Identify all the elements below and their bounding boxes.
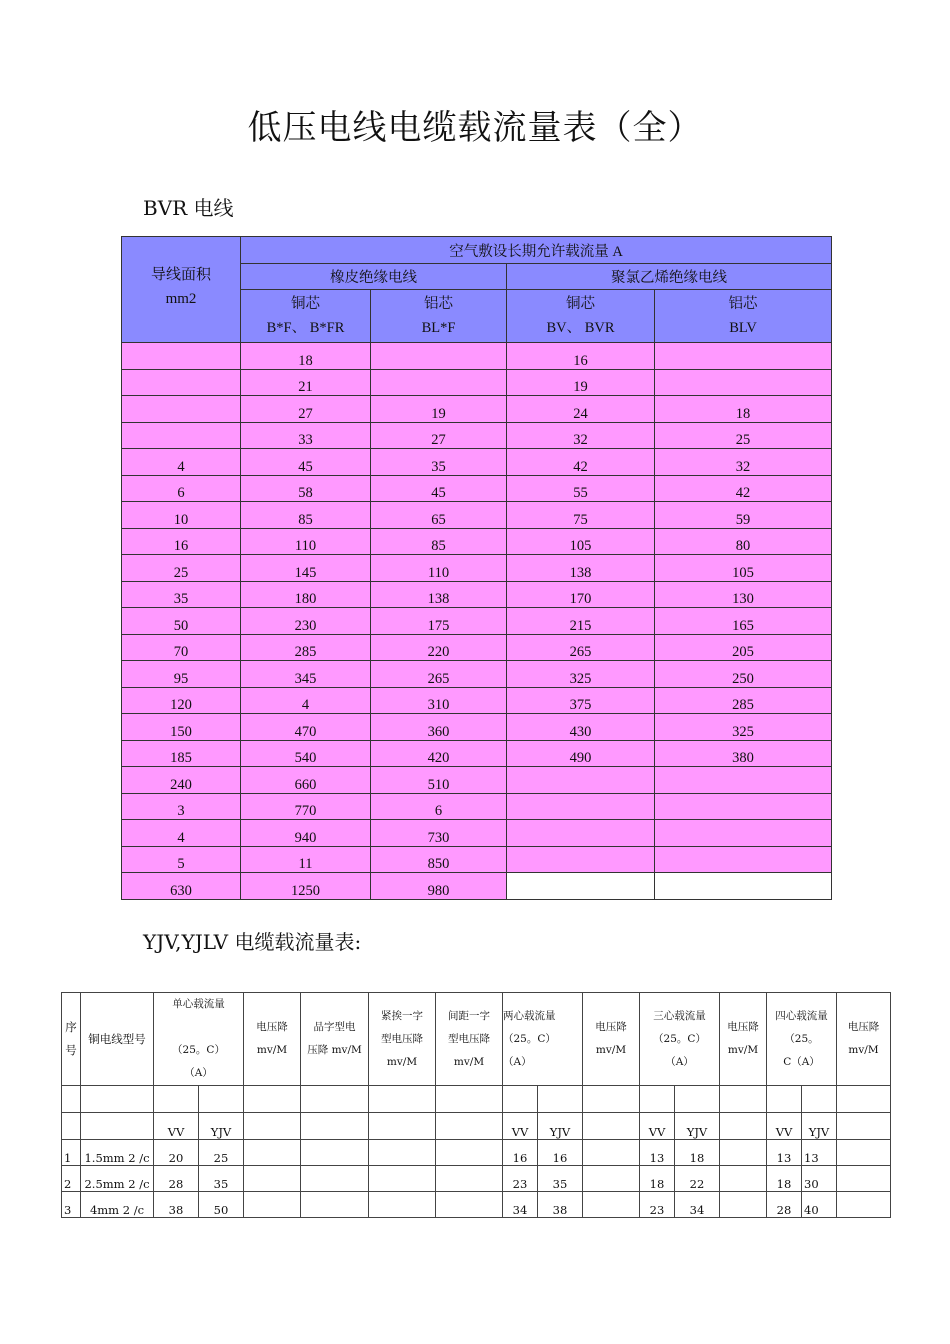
cell-seq: 3 [62,1192,81,1218]
cell-empty [720,1166,767,1192]
cell-area: 35 [122,581,241,608]
header-aluminum-rubber [371,290,507,343]
table-row [122,873,832,900]
cell-copper-pvc [507,767,655,794]
header-pin-b: 压降 mv/M [307,1044,362,1056]
cell-empty [720,1192,767,1218]
header-aluminum-pvc-type: BLV [729,320,757,336]
cell-copper-rubber: 33 [241,422,371,449]
cell-area: 240 [122,767,241,794]
header-vd4-a: 电压降 [847,1021,880,1033]
table-row [62,1166,891,1192]
cell-aluminum-rubber: 85 [371,528,507,555]
cell-copper-rubber: 770 [241,793,371,820]
cell-copper-rubber: 345 [241,661,371,688]
table-row [122,687,832,714]
header-voltage-drop-1 [244,993,301,1086]
header-pvc-insulated: 聚氯乙烯绝缘电线 [507,264,832,290]
cell-empty [369,1140,436,1166]
cell-copper-pvc [507,793,655,820]
cell-aluminum-rubber: 138 [371,581,507,608]
cell-aluminum-pvc: 42 [655,475,832,502]
cell-copper-rubber: 1250 [241,873,371,900]
cell-th-yjv: 18 [675,1140,720,1166]
cell-area: 120 [122,687,241,714]
cell-aluminum-rubber: 6 [371,793,507,820]
header-two-core [503,993,583,1086]
table-row [122,608,832,635]
header-single-a: 单心载流量 [172,998,225,1010]
cell-copper-rubber: 470 [241,714,371,741]
cell-aluminum-rubber: 65 [371,502,507,529]
header-vd3-b: mv/M [727,1044,759,1056]
header-three-core [640,993,720,1086]
header-copper-rubber-label: 铜芯 [291,296,320,312]
header-close-c: mv/M [386,1055,418,1068]
cell-area [122,343,241,370]
cell-th-yjv: 22 [675,1166,720,1192]
cell-s-vv: 28 [154,1166,199,1192]
table-row [62,1140,891,1166]
header-trefoil-drop [301,993,369,1086]
cell-aluminum-pvc: 130 [655,581,832,608]
cell-aluminum-rubber: 110 [371,555,507,582]
header-model: 铜电线型号 [81,993,154,1086]
cell-empty [720,1140,767,1166]
table-row [122,740,832,767]
header-air-laying-ampacity: 空气敷设长期允许载流量 A [241,237,832,264]
header-two-b: （25。C） [503,1032,556,1045]
header-two-c: （A） [503,1055,532,1068]
cell-copper-pvc: 42 [507,449,655,476]
header-copper-pvc-label: 铜芯 [566,296,595,312]
table-row [122,343,832,370]
header-seq-b: 号 [65,1043,77,1057]
table-row [62,1192,891,1218]
table-row [122,714,832,741]
cell-th-vv: 13 [640,1140,675,1166]
blank-row [62,1086,891,1113]
cell-aluminum-pvc: 25 [655,422,832,449]
cell-empty [369,1166,436,1192]
header-close-b: 型电压降 [381,1032,423,1045]
header-conductor-area [122,237,241,343]
cell-t-vv: 16 [503,1140,538,1166]
header-four-core [767,993,837,1086]
header-copper-pvc-type: BV、 BVR [546,320,615,336]
cell-copper-pvc: 170 [507,581,655,608]
cell-aluminum-rubber [371,343,507,370]
cell-s-vv: 38 [154,1192,199,1218]
cell-copper-pvc: 325 [507,661,655,688]
table-row [122,581,832,608]
cell-t-yjv: 35 [538,1166,583,1192]
cell-aluminum-rubber: 850 [371,846,507,873]
cell-aluminum-pvc: 205 [655,634,832,661]
header-rubber-insulated: 橡皮绝缘电线 [241,264,507,290]
header-vd2-b: mv/M [595,1044,627,1056]
document-title: 低压电线电缆载流量表（全） [247,108,703,148]
cell-empty [837,1140,891,1166]
cell-aluminum-rubber: 310 [371,687,507,714]
cell-empty [244,1192,301,1218]
table-row [122,528,832,555]
cell-copper-pvc [507,846,655,873]
header-vd2-a: 电压降 [595,1021,627,1033]
sub-two-yjv: YJV [538,1113,583,1140]
cell-aluminum-pvc: 165 [655,608,832,635]
cell-aluminum-pvc [655,343,832,370]
table-row [122,396,832,423]
cell-aluminum-pvc [655,820,832,847]
cell-empty [436,1192,503,1218]
cell-copper-pvc: 16 [507,343,655,370]
header-three-b: （25。C） [653,1032,706,1045]
cell-f-yjv: 40 [802,1192,837,1218]
header-voltage-drop-4 [837,993,891,1086]
header-voltage-drop-3 [720,993,767,1086]
cell-aluminum-rubber: 420 [371,740,507,767]
cell-aluminum-pvc: 325 [655,714,832,741]
header-seq-a: 序 [65,1020,77,1034]
cell-f-vv: 18 [767,1166,802,1192]
cell-copper-pvc: 138 [507,555,655,582]
cell-empty [436,1140,503,1166]
cell-copper-rubber: 85 [241,502,371,529]
cell-aluminum-pvc: 105 [655,555,832,582]
sub-single-vv: VV [154,1113,199,1140]
header-vd1-b: mv/M [256,1044,288,1056]
cell-copper-pvc [507,820,655,847]
cell-empty [301,1140,369,1166]
header-two-a: 两心载流量 [503,1009,556,1022]
sub-three-yjv: YJV [675,1113,720,1140]
cell-aluminum-rubber: 220 [371,634,507,661]
cell-aluminum-pvc: 285 [655,687,832,714]
yjv-table-body [62,1140,891,1218]
table-row [122,820,832,847]
yjv-section-heading: YJV,YJLV 电缆载流量表: [143,930,362,954]
cell-aluminum-rubber: 19 [371,396,507,423]
header-vd4-b: mv/M [848,1044,879,1056]
header-aluminum-pvc-label: 铝芯 [728,296,758,312]
cell-model: 1.5mm 2 /c [81,1140,154,1166]
cell-aluminum-pvc: 18 [655,396,832,423]
sub-four-vv: VV [767,1113,802,1140]
cell-aluminum-rubber: 45 [371,475,507,502]
cell-area: 10 [122,502,241,529]
cell-copper-rubber: 27 [241,396,371,423]
sub-four-yjv: YJV [802,1113,837,1140]
yjv-ampacity-table [61,992,891,1218]
cell-th-vv: 18 [640,1166,675,1192]
cell-area: 5 [122,846,241,873]
sub-single-yjv: YJV [199,1113,244,1140]
cell-aluminum-rubber: 510 [371,767,507,794]
cell-area [122,396,241,423]
cell-aluminum-rubber: 730 [371,820,507,847]
cell-area: 630 [122,873,241,900]
cell-aluminum-rubber: 360 [371,714,507,741]
header-four-a: 四心载流量 [775,1009,828,1022]
cell-copper-pvc: 32 [507,422,655,449]
header-gap-b: 型电压降 [448,1032,490,1045]
header-three-c: （A） [665,1055,694,1068]
cell-t-vv: 34 [503,1192,538,1218]
cell-aluminum-rubber: 980 [371,873,507,900]
header-three-a: 三心载流量 [653,1009,706,1022]
subheader-row [62,1113,891,1140]
header-vd1-a: 电压降 [256,1021,288,1033]
cell-s-vv: 20 [154,1140,199,1166]
cell-aluminum-pvc: 380 [655,740,832,767]
header-aluminum-pvc [655,290,832,343]
cell-th-yjv: 34 [675,1192,720,1218]
header-gap-a: 间距一字 [448,1009,490,1022]
cell-f-yjv: 30 [802,1166,837,1192]
cell-aluminum-pvc: 250 [655,661,832,688]
header-single-b: （25。C） [172,1044,225,1056]
cell-empty [244,1166,301,1192]
table-row [122,502,832,529]
table-row [122,475,832,502]
header-conductor-area-unit: mm2 [165,291,197,307]
cell-empty [583,1192,640,1218]
header-four-c: C（A） [783,1055,820,1068]
cell-empty [436,1166,503,1192]
cell-area: 95 [122,661,241,688]
cell-copper-rubber: 660 [241,767,371,794]
header-voltage-drop-2 [583,993,640,1086]
cell-aluminum-pvc [655,873,832,900]
cell-copper-pvc: 24 [507,396,655,423]
header-single-core [154,993,244,1086]
cell-empty [301,1166,369,1192]
cell-area: 185 [122,740,241,767]
cell-area: 70 [122,634,241,661]
cell-aluminum-rubber: 175 [371,608,507,635]
sub-three-vv: VV [640,1113,675,1140]
cell-f-yjv: 13 [802,1140,837,1166]
cell-empty [301,1192,369,1218]
cell-empty [583,1140,640,1166]
cell-t-yjv: 38 [538,1192,583,1218]
cell-copper-rubber: 45 [241,449,371,476]
cell-aluminum-rubber: 265 [371,661,507,688]
cell-copper-pvc: 265 [507,634,655,661]
cell-area: 150 [122,714,241,741]
cell-copper-rubber: 230 [241,608,371,635]
cell-empty [244,1140,301,1166]
cell-copper-rubber: 145 [241,555,371,582]
table-row [122,767,832,794]
cell-copper-rubber: 110 [241,528,371,555]
cell-t-yjv: 16 [538,1140,583,1166]
cell-copper-pvc: 55 [507,475,655,502]
cell-copper-pvc: 490 [507,740,655,767]
cell-t-vv: 23 [503,1166,538,1192]
cell-copper-pvc: 105 [507,528,655,555]
cell-area: 25 [122,555,241,582]
cell-aluminum-rubber: 27 [371,422,507,449]
table-row [122,422,832,449]
cell-copper-rubber: 285 [241,634,371,661]
bvr-section-heading: BVR 电线 [143,196,234,220]
cell-aluminum-rubber [371,369,507,396]
cell-aluminum-pvc: 80 [655,528,832,555]
cell-empty [837,1192,891,1218]
cell-s-yjv: 50 [199,1192,244,1218]
header-flat-touching-drop [369,993,436,1086]
cell-seq: 2 [62,1166,81,1192]
table-row [122,661,832,688]
cell-area: 50 [122,608,241,635]
cell-aluminum-pvc [655,793,832,820]
cell-copper-rubber: 58 [241,475,371,502]
header-conductor-area-label: 导线面积 [150,267,211,283]
table-row [122,846,832,873]
bvr-table-body [122,343,832,900]
cell-copper-rubber: 11 [241,846,371,873]
cell-copper-rubber: 540 [241,740,371,767]
cell-area: 16 [122,528,241,555]
table-row [122,634,832,661]
header-gap-c: mv/M [453,1055,485,1068]
cell-copper-pvc: 75 [507,502,655,529]
table-row [122,555,832,582]
table-row [122,793,832,820]
cell-aluminum-pvc [655,767,832,794]
cell-f-vv: 13 [767,1140,802,1166]
cell-copper-pvc: 375 [507,687,655,714]
cell-empty [583,1166,640,1192]
cell-aluminum-pvc: 59 [655,502,832,529]
bvr-ampacity-table [121,236,832,900]
cell-seq: 1 [62,1140,81,1166]
cell-empty [369,1192,436,1218]
cell-area: 3 [122,793,241,820]
cell-copper-pvc [507,873,655,900]
cell-copper-pvc: 19 [507,369,655,396]
sub-two-vv: VV [503,1113,538,1140]
cell-area: 4 [122,820,241,847]
cell-empty [837,1166,891,1192]
table-row [122,449,832,476]
cell-area [122,422,241,449]
header-seq [62,993,81,1086]
table-row [122,369,832,396]
header-close-a: 紧挨一字 [381,1009,423,1022]
cell-copper-rubber: 940 [241,820,371,847]
cell-s-yjv: 35 [199,1166,244,1192]
cell-model: 2.5mm 2 /c [81,1166,154,1192]
cell-area: 4 [122,449,241,476]
cell-area [122,369,241,396]
cell-copper-rubber: 21 [241,369,371,396]
cell-f-vv: 28 [767,1192,802,1218]
header-aluminum-rubber-label: 铝芯 [424,296,453,312]
cell-th-vv: 23 [640,1192,675,1218]
cell-copper-pvc: 215 [507,608,655,635]
header-copper-rubber [241,290,371,343]
header-four-b: （25。 [784,1032,819,1045]
cell-area: 6 [122,475,241,502]
cell-model: 4mm 2 /c [81,1192,154,1218]
header-copper-pvc [507,290,655,343]
header-vd3-a: 电压降 [727,1021,759,1033]
cell-aluminum-pvc [655,369,832,396]
cell-copper-rubber: 4 [241,687,371,714]
header-copper-rubber-type: B*F、 B*FR [266,320,345,336]
cell-copper-pvc: 430 [507,714,655,741]
cell-copper-rubber: 180 [241,581,371,608]
header-pin-a: 品字型电 [313,1021,356,1033]
header-flat-spaced-drop [436,993,503,1086]
header-aluminum-rubber-type: BL*F [421,320,456,336]
cell-aluminum-pvc: 32 [655,449,832,476]
cell-aluminum-pvc [655,846,832,873]
header-single-c: （A） [184,1067,213,1079]
cell-s-yjv: 25 [199,1140,244,1166]
cell-aluminum-rubber: 35 [371,449,507,476]
cell-copper-rubber: 18 [241,343,371,370]
